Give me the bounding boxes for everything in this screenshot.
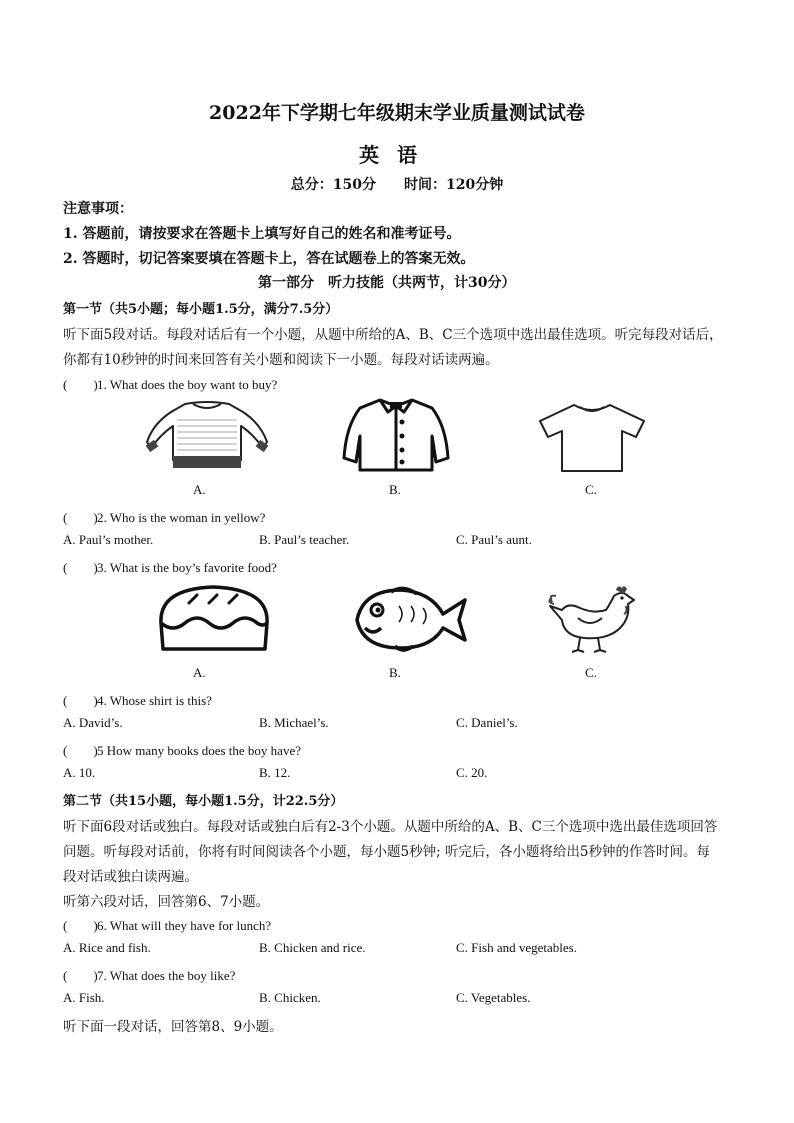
question-6 bbox=[63, 915, 271, 934]
q1-label-b[interactable]: B. bbox=[389, 482, 401, 497]
answer-bracket[interactable]: ( ) bbox=[63, 743, 98, 758]
q3-label-c[interactable]: C. bbox=[585, 665, 597, 680]
question-text: 6. What will they have for lunch? bbox=[97, 918, 272, 933]
q4-option-b[interactable]: B. Michael’s. bbox=[259, 715, 329, 730]
question-1 bbox=[63, 374, 277, 393]
shirt-icon bbox=[340, 396, 452, 474]
sweater-icon bbox=[143, 398, 271, 474]
q4-option-a[interactable]: A. David’s. bbox=[63, 715, 123, 730]
answer-bracket[interactable]: ( ) bbox=[63, 693, 98, 708]
dialogue-six-prompt: 听第六段对话，回答第6、7小题。 bbox=[63, 894, 270, 910]
q5-option-a[interactable]: A. 10. bbox=[63, 765, 96, 780]
answer-bracket[interactable]: ( ) bbox=[63, 510, 98, 525]
q5-option-b[interactable]: B. 12. bbox=[259, 765, 291, 780]
q6-option-b[interactable]: B. Chicken and rice. bbox=[259, 940, 366, 955]
fish-icon bbox=[351, 584, 469, 654]
section-two-title: 第二节（共15小题，每小题1.5分，计22.5分） bbox=[63, 794, 344, 809]
q3-label-b[interactable]: B. bbox=[389, 665, 401, 680]
q4-option-c[interactable]: C. Daniel’s. bbox=[456, 715, 518, 730]
note-item-2: 2. 答题时，切记答案要填在答题卡上，答在试题卷上的答案无效。 bbox=[63, 251, 475, 267]
section-two-instructions-line-3: 段对话或独白读两遍。 bbox=[63, 869, 198, 885]
answer-bracket[interactable]: ( ) bbox=[63, 918, 98, 933]
q1-label-a[interactable]: A. bbox=[193, 482, 206, 497]
q2-option-b[interactable]: B. Paul’s teacher. bbox=[259, 532, 350, 547]
section-two-instructions-line-2: 问题。听每段对话前，你将有时间阅读各个小题，每小题5秒钟; 听完后，各小题将给出5秒钟的作答时间。每 bbox=[63, 844, 711, 860]
q7-option-c[interactable]: C. Vegetables. bbox=[456, 990, 531, 1005]
note-item-1: 1. 答题前，请按要求在答题卡上填写好自己的姓名和准考证号。 bbox=[63, 226, 461, 242]
question-5 bbox=[63, 740, 301, 759]
subject-title: 英语 bbox=[359, 143, 435, 167]
question-text: 1. What does the boy want to buy? bbox=[97, 377, 278, 392]
answer-bracket[interactable]: ( ) bbox=[63, 968, 98, 983]
q7-option-b[interactable]: B. Chicken. bbox=[259, 990, 321, 1005]
tshirt-icon bbox=[536, 401, 648, 473]
section-two-instructions-line-1: 听下面6段对话或独白。每段对话或独白后有2-3个小题。从题中所给的A、B、C三个选项中选出最佳选项回答 bbox=[63, 819, 718, 835]
question-7 bbox=[63, 965, 235, 984]
answer-bracket[interactable]: ( ) bbox=[63, 377, 98, 392]
question-text: 5 How many books does the boy have? bbox=[97, 743, 301, 758]
score-and-time: 总分：150分 时间：120分钟 bbox=[290, 177, 504, 193]
section-one-instructions-line-1: 听下面5段对话。每段对话后有一个小题，从题中所给的A、B、C三个选项中选出最佳选项。听完每段对话后， bbox=[63, 327, 723, 343]
exam-title: 2022年下学期七年级期末学业质量测试试卷 bbox=[209, 102, 585, 124]
question-4 bbox=[63, 690, 212, 709]
answer-bracket[interactable]: ( ) bbox=[63, 560, 98, 575]
question-3 bbox=[63, 557, 277, 576]
q2-option-c[interactable]: C. Paul’s aunt. bbox=[456, 532, 532, 547]
question-text: 2. Who is the woman in yellow? bbox=[97, 510, 266, 525]
chicken-icon bbox=[544, 582, 640, 654]
question-text: 7. What does the boy like? bbox=[97, 968, 236, 983]
section-one-instructions-line-2: 你都有10秒钟的时间来回答有关小题和阅读下一小题。每段对话读两遍。 bbox=[63, 352, 499, 368]
q1-label-c[interactable]: C. bbox=[585, 482, 597, 497]
part-one-title: 第一部分 听力技能（共两节，计30分） bbox=[258, 275, 516, 291]
dialogue-next-prompt: 听下面一段对话，回答第8、9小题。 bbox=[63, 1019, 283, 1035]
q7-option-a[interactable]: A. Fish. bbox=[63, 990, 105, 1005]
section-one-title: 第一节（共5小题；每小题1.5分，满分7.5分） bbox=[63, 302, 339, 317]
q3-label-a[interactable]: A. bbox=[193, 665, 206, 680]
q6-option-a[interactable]: A. Rice and fish. bbox=[63, 940, 151, 955]
q6-option-c[interactable]: C. Fish and vegetables. bbox=[456, 940, 577, 955]
q5-option-c[interactable]: C. 20. bbox=[456, 765, 488, 780]
notes-heading: 注意事项： bbox=[63, 201, 133, 217]
question-text: 3. What is the boy’s favorite food? bbox=[97, 560, 277, 575]
question-2 bbox=[63, 507, 265, 526]
q2-option-a[interactable]: A. Paul’s mother. bbox=[63, 532, 154, 547]
bread-icon bbox=[153, 583, 275, 655]
question-text: 4. Whose shirt is this? bbox=[97, 693, 212, 708]
